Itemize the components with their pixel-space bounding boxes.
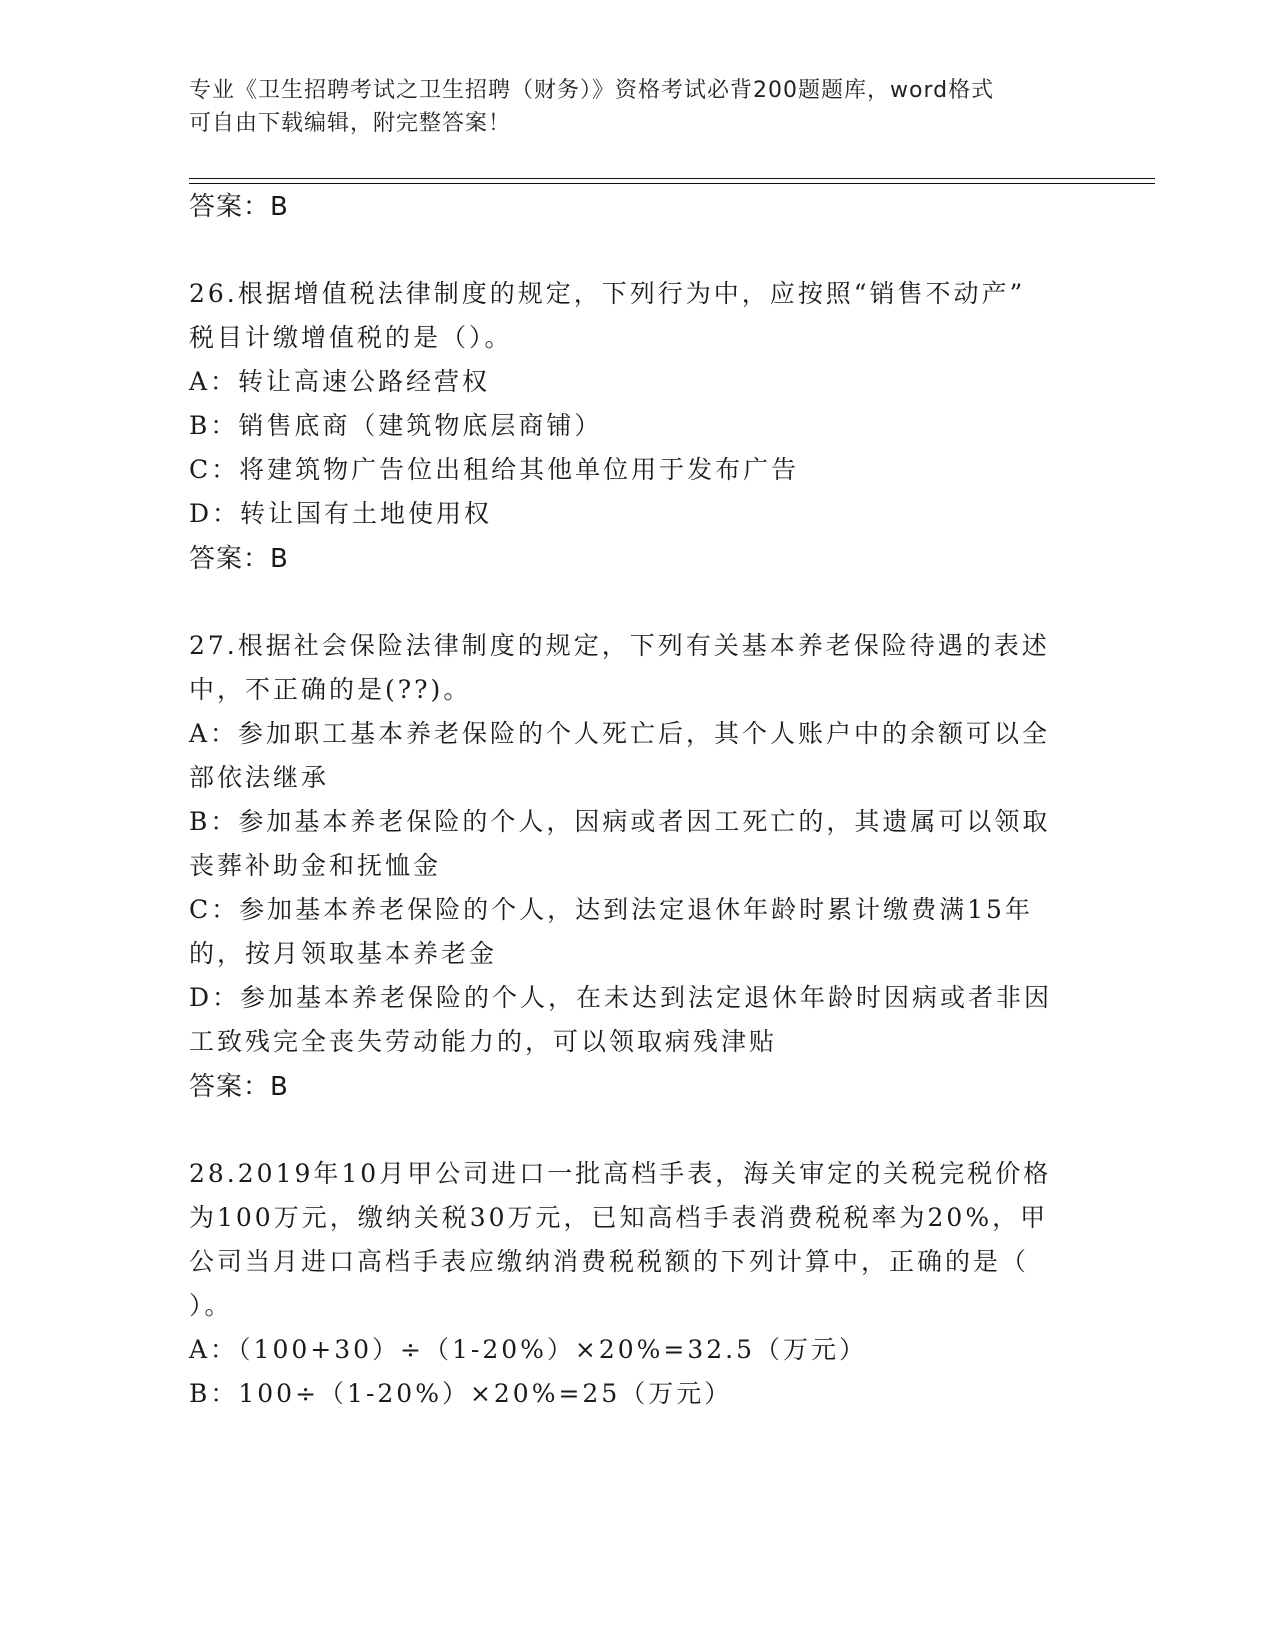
q27-stem-line-1: 27.根据社会保险法律制度的规定，下列有关基本养老保险待遇的表述 (189, 631, 1050, 660)
q26-option-d: D：转让国有土地使用权 (189, 499, 493, 528)
header-title-line-2: 可自由下载编辑，附完整答案！ (189, 111, 512, 136)
q27-option-c-line-2: 的，按月领取基本养老金 (189, 939, 498, 968)
answer-q26: 答案：B (189, 544, 289, 574)
q27-option-a-line-2: 部依法继承 (189, 763, 330, 792)
q28-stem-line-2: 为100万元，缴纳关税30万元，已知高档手表消费税税率为20%，甲 (189, 1203, 1049, 1232)
q27-option-d-line-2: 工致残完全丧失劳动能力的，可以领取病残津贴 (189, 1027, 778, 1056)
q28-option-a: A：（100+30）÷（1-20%）×20%=32.5（万元） (189, 1335, 868, 1364)
q27-option-a-line-1: A：参加职工基本养老保险的个人死亡后，其个人账户中的余额可以全 (189, 719, 1051, 748)
q28-stem-line-1: 28.2019年10月甲公司进口一批高档手表，海关审定的关税完税价格 (189, 1159, 1052, 1188)
answer-q25: 答案：B (189, 192, 289, 222)
q27-stem-line-2: 中，不正确的是(??)。 (189, 675, 472, 704)
q26-option-a: A：转让高速公路经营权 (189, 367, 491, 396)
q27-option-d-line-1: D：参加基本养老保险的个人，在未达到法定退休年龄时因病或者非因 (189, 983, 1053, 1012)
q27-option-b-line-1: B：参加基本养老保险的个人，因病或者因工死亡的，其遗属可以领取 (189, 807, 1051, 836)
q28-option-b: B：100÷（1-20%）×20%=25（万元） (189, 1379, 733, 1408)
header-divider-bottom (189, 183, 1155, 184)
header-title-line-1: 专业《卫生招聘考试之卫生招聘（财务）》资格考试必背200题题库，word格式 (189, 78, 995, 103)
q26-stem-line-2: 税目计缴增值税的是（）。 (189, 323, 513, 352)
q28-stem-line-4: ）。 (189, 1291, 233, 1320)
answer-q27: 答案：B (189, 1072, 289, 1102)
header-divider-top (189, 178, 1155, 179)
q27-option-b-line-2: 丧葬补助金和抚恤金 (189, 851, 442, 880)
q26-option-b: B：销售底商（建筑物底层商铺） (189, 411, 603, 440)
q28-stem-line-3: 公司当月进口高档手表应缴纳消费税税额的下列计算中，正确的是（ (189, 1247, 1030, 1276)
q26-stem-line-1: 26.根据增值税法律制度的规定，下列行为中，应按照“销售不动产” (189, 279, 1026, 308)
q27-option-c-line-1: C：参加基本养老保险的个人，达到法定退休年龄时累计缴费满15年 (189, 895, 1033, 924)
q26-option-c: C：将建筑物广告位出租给其他单位用于发布广告 (189, 455, 800, 484)
document-header (189, 74, 1089, 140)
